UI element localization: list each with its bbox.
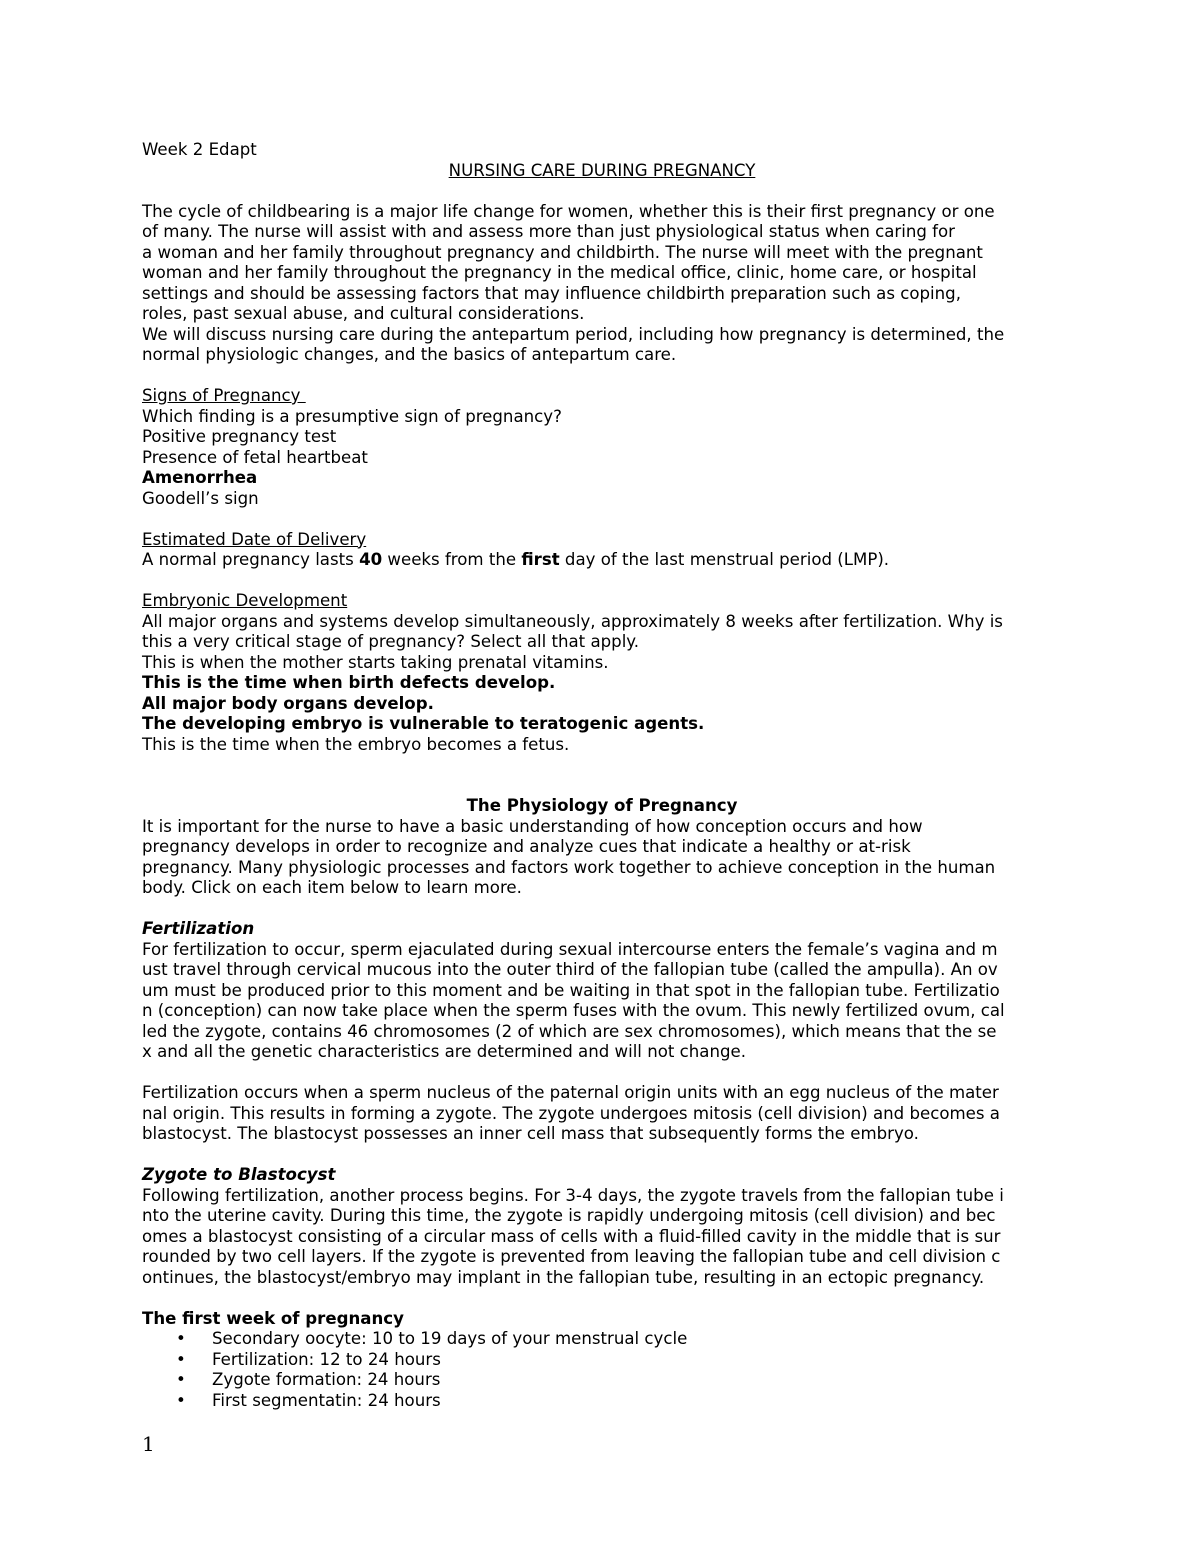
physiology-line: body. Click on each item below to learn more. <box>142 878 522 897</box>
physiology-line: pregnancy. Many physiologic processes and factors work together to achieve conception in the human <box>142 857 996 877</box>
signs-option: Positive pregnancy test <box>142 427 337 446</box>
week-label: Week 2 Edapt <box>142 140 257 159</box>
edd-text-part: A normal pregnancy lasts <box>142 550 360 569</box>
intro-line: woman and her family throughout the pregnancy in the medical office, clinic, home care, or hospital <box>142 263 977 282</box>
embryonic-option-correct: All major body organs develop. <box>142 693 434 713</box>
fertilization-line: nal origin. This results in forming a zygote. The zygote undergoes mitosis (cell division) and becomes a <box>142 1103 1000 1123</box>
edd-text <box>142 550 1062 571</box>
embryonic-option: This is the time when the embryo becomes a fetus. <box>142 734 570 754</box>
fertilization-line: um must be produced prior to this moment and be waiting in that spot in the fallopian tube. Fertilizatio <box>142 980 1000 1000</box>
intro-line: We will discuss nursing care during the antepartum period, including how pregnancy is determined, the <box>142 324 1005 344</box>
zygote-line: rounded by two cell layers. If the zygote is prevented from leaving the fallopian tube and cell division c <box>142 1247 1001 1266</box>
embryonic-heading: Embryonic Development <box>142 591 348 610</box>
zygote-heading: Zygote to Blastocyst <box>142 1165 336 1184</box>
bullet-icon: • <box>176 1390 186 1410</box>
signs-heading: Signs of Pregnancy <box>142 386 306 405</box>
signs-option: Presence of fetal heartbeat <box>142 447 368 467</box>
bullet-icon: • <box>176 1349 186 1369</box>
list-item-text: Secondary oocyte: 10 to 19 days of your menstrual cycle <box>212 1329 688 1348</box>
list-item <box>142 1350 1062 1371</box>
fertilization-line: Fertilization occurs when a sperm nucleus of the paternal origin units with an egg nucleus of the mater <box>142 1083 999 1102</box>
list-item-text: Zygote formation: 24 hours <box>212 1370 441 1389</box>
intro-line: The cycle of childbearing is a major life change for women, whether this is their first pregnancy or one <box>142 201 995 221</box>
fertilization-heading: Fertilization <box>142 919 255 938</box>
intro-paragraph <box>142 202 1062 366</box>
physiology-heading: The Physiology of Pregnancy <box>466 796 738 815</box>
embryonic-line: this a very critical stage of pregnancy? Select all that apply. <box>142 632 640 651</box>
fertilization-line: ust travel through cervical mucous into the outer third of the fallopian tube (called the ampulla). An ov <box>142 960 998 979</box>
list-item-text: First segmentatin: 24 hours <box>212 1390 441 1410</box>
bullet-icon: • <box>176 1329 186 1348</box>
first-week-list <box>142 1329 1062 1411</box>
list-item <box>142 1370 1062 1391</box>
edd-heading: Estimated Date of Delivery <box>142 529 367 549</box>
embryonic-option: This is when the mother starts taking prenatal vitamins. <box>142 652 609 672</box>
embryonic-line: All major organs and systems develop simultaneously, approximately 8 weeks after fertilization. Why is <box>142 611 1003 631</box>
edd-first: first <box>521 550 560 569</box>
first-week-section <box>142 1309 1062 1412</box>
fertilization-line: n (conception) can now take place when the sperm fuses with the ovum. This newly fertilized ovum, cal <box>142 1001 1005 1020</box>
list-item-text: Fertilization: 12 to 24 hours <box>212 1349 441 1369</box>
first-week-heading: The first week of pregnancy <box>142 1308 404 1328</box>
intro-line: settings and should be assessing factors that may influence childbirth preparation such as coping, <box>142 283 961 303</box>
edd-text-part: day of the last menstrual period (LMP). <box>559 550 890 569</box>
embryonic-option-correct: This is the time when birth defects develop. <box>142 673 556 692</box>
bullet-icon: • <box>176 1370 186 1389</box>
physiology-section <box>142 796 1062 899</box>
intro-line: a woman and her family throughout pregnancy and childbirth. The nurse will meet with the pregnant <box>142 242 983 262</box>
list-item <box>142 1391 1062 1412</box>
intro-line: roles, past sexual abuse, and cultural considerations. <box>142 304 585 323</box>
zygote-line: Following fertilization, another process begins. For 3-4 days, the zygote travels from the fallopian tube i <box>142 1185 1004 1205</box>
fertilization-section <box>142 919 1062 1145</box>
document-title: NURSING CARE DURING PREGNANCY <box>448 160 756 180</box>
signs-option: Goodell’s sign <box>142 488 259 508</box>
zygote-line: ontinues, the blastocyst/embryo may implant in the fallopian tube, resulting in an ectopic pregnancy. <box>142 1267 985 1287</box>
fertilization-line: x and all the genetic characteristics are determined and will not change. <box>142 1042 746 1061</box>
embryonic-section <box>142 591 1062 755</box>
intro-line: of many. The nurse will assist with and assess more than just physiological status when caring for <box>142 222 955 241</box>
physiology-line: It is important for the nurse to have a basic understanding of how conception occurs and how <box>142 816 923 836</box>
list-item <box>142 1329 1062 1350</box>
page-number: 1 <box>142 1432 155 1456</box>
fertilization-line: led the zygote, contains 46 chromosomes (2 of which are sex chromosomes), which means that the se <box>142 1021 997 1041</box>
embryonic-option-correct: The developing embryo is vulnerable to teratogenic agents. <box>142 714 705 733</box>
edd-weeks: 40 <box>359 550 383 569</box>
signs-question: Which finding is a presumptive sign of pregnancy? <box>142 406 562 426</box>
zygote-line: omes a blastocyst consisting of a circular mass of cells with a fluid-filled cavity in the middle that is sur <box>142 1226 1001 1246</box>
fertilization-line: For fertilization to occur, sperm ejaculated during sexual intercourse enters the female’s vagina and m <box>142 939 998 959</box>
fertilization-line: blastocyst. The blastocyst possesses an inner cell mass that subsequently forms the embryo. <box>142 1124 919 1143</box>
signs-option-correct: Amenorrhea <box>142 468 258 487</box>
zygote-section <box>142 1165 1062 1288</box>
edd-section <box>142 530 1062 571</box>
signs-section <box>142 386 1062 509</box>
document-page <box>142 140 1062 1411</box>
zygote-line: nto the uterine cavity. During this time, the zygote is rapidly undergoing mitosis (cell division) and bec <box>142 1206 996 1225</box>
intro-line: normal physiologic changes, and the basics of antepartum care. <box>142 345 677 364</box>
edd-text-part: weeks from the <box>382 550 522 569</box>
physiology-line: pregnancy develops in order to recognize and analyze cues that indicate a healthy or at-risk <box>142 837 911 856</box>
